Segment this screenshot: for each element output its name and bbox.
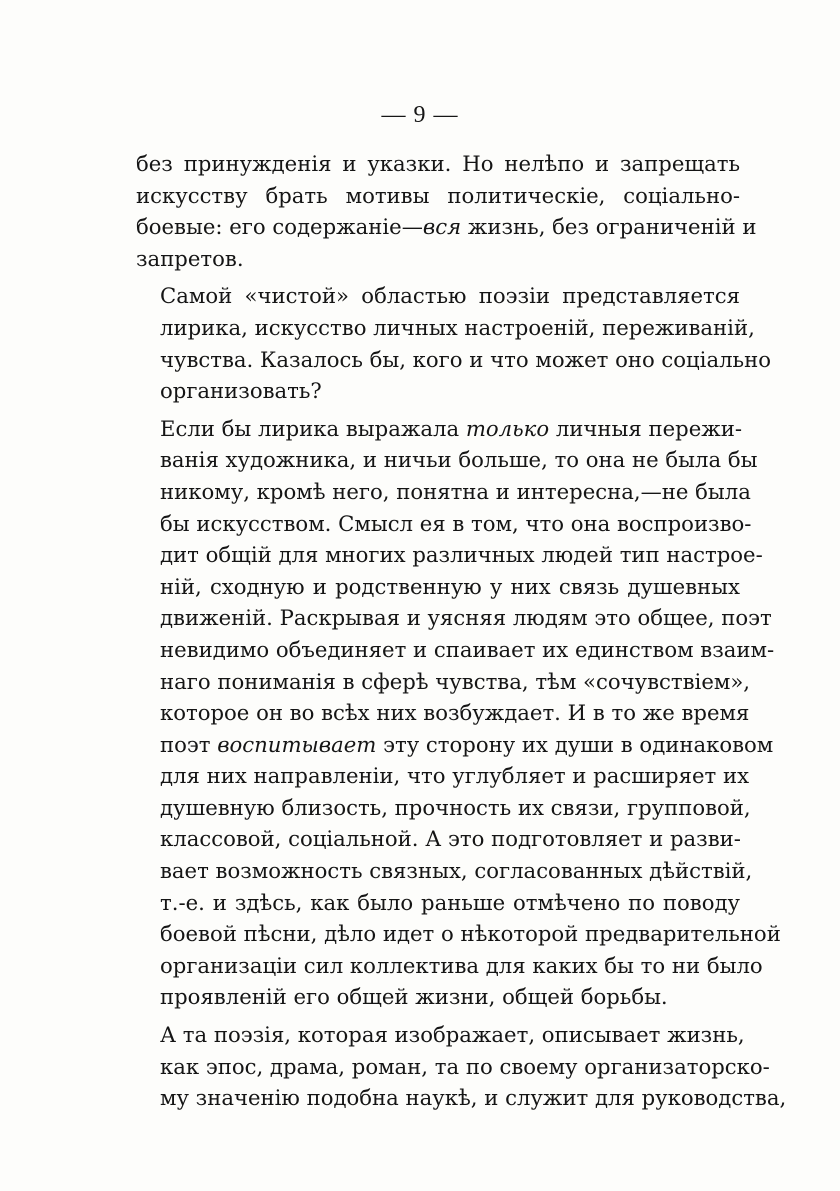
text-line: организаціи сил коллектива для каких бы то ни было xyxy=(160,952,763,978)
text-line: как эпос, драма, роман, та по своему организаторско- xyxy=(160,1053,770,1079)
text-line: которое он во всѣх них возбуждает. И в то же время xyxy=(160,700,750,726)
text-line: проявленій его общей жизни, общей борьбы. xyxy=(160,984,668,1010)
text-line: ванія художника, и ничьи больше, то она не была бы xyxy=(160,447,758,473)
text-line: вает возможность связных, согласованных дѣйствій, xyxy=(160,858,753,884)
text-line: А та поэзія, которая изображает, описывает жизнь, xyxy=(160,1022,745,1048)
text-line: Если бы лирика выражала только личныя пережи- xyxy=(160,415,743,441)
text-line: движеній. Раскрывая и уясняя людям это общее, поэт xyxy=(160,605,772,631)
text-line: боевой пѣсни, дѣло идет о нѣкоторой предварительной xyxy=(160,921,781,947)
paragraph xyxy=(136,413,781,1013)
text-line: организовать? xyxy=(160,378,322,404)
text-line: боевые: его содержаніе—вся жизнь, без ограниченій и xyxy=(136,214,757,240)
text-line: невидимо объединяет и спаивает их единством взаим- xyxy=(160,636,775,662)
emphasized-word: вся xyxy=(422,214,462,240)
text-line: ній, сходную и родственную у них связь душевных xyxy=(160,573,740,599)
text-line: т.-е. и здѣсь, как было раньше отмѣчено по поводу xyxy=(160,889,740,915)
page-number: — 9 — xyxy=(381,102,459,128)
text-line: искусству брать мотивы политическіе, соціально- xyxy=(136,182,740,208)
text-line: Самой «чистой» областью поэзіи представляется xyxy=(160,283,740,309)
body-text xyxy=(136,148,787,1114)
emphasized-word: только xyxy=(465,415,550,441)
text-line: наго пониманія в сферѣ чувства, тѣм «сочувствіем», xyxy=(160,668,751,694)
paragraph xyxy=(136,1019,787,1114)
paragraph xyxy=(136,148,757,274)
emphasized-word: воспитывает xyxy=(217,731,377,757)
text-line: чувства. Казалось бы, кого и что может оно соціально xyxy=(160,346,771,372)
text-line: му значенію подобна наукѣ, и служит для руководства, xyxy=(160,1085,787,1111)
text-line: классовой, соціальной. А это подготовляет и разви- xyxy=(160,826,741,852)
text-line: бы искусством. Смысл ея в том, что она воспроизво- xyxy=(160,510,752,536)
text-line: запретов. xyxy=(136,245,244,271)
text-line: без принужденія и указки. Но нелѣпо и запрещать xyxy=(136,151,740,176)
text-line: никому, кромѣ него, понятна и интересна,—не была xyxy=(160,478,751,504)
text-line: душевную близость, прочность их связи, групповой, xyxy=(160,794,751,820)
text-line: поэт воспитывает эту сторону их души в одинаковом xyxy=(160,731,774,757)
text-line: для них направленіи, что углубляет и расширяет их xyxy=(160,763,750,789)
text-line: лирика, искусство личных настроеній, переживаній, xyxy=(160,314,755,340)
paragraph xyxy=(136,280,771,406)
text-line: дит общій для многих различных людей тип настрое- xyxy=(160,542,763,568)
